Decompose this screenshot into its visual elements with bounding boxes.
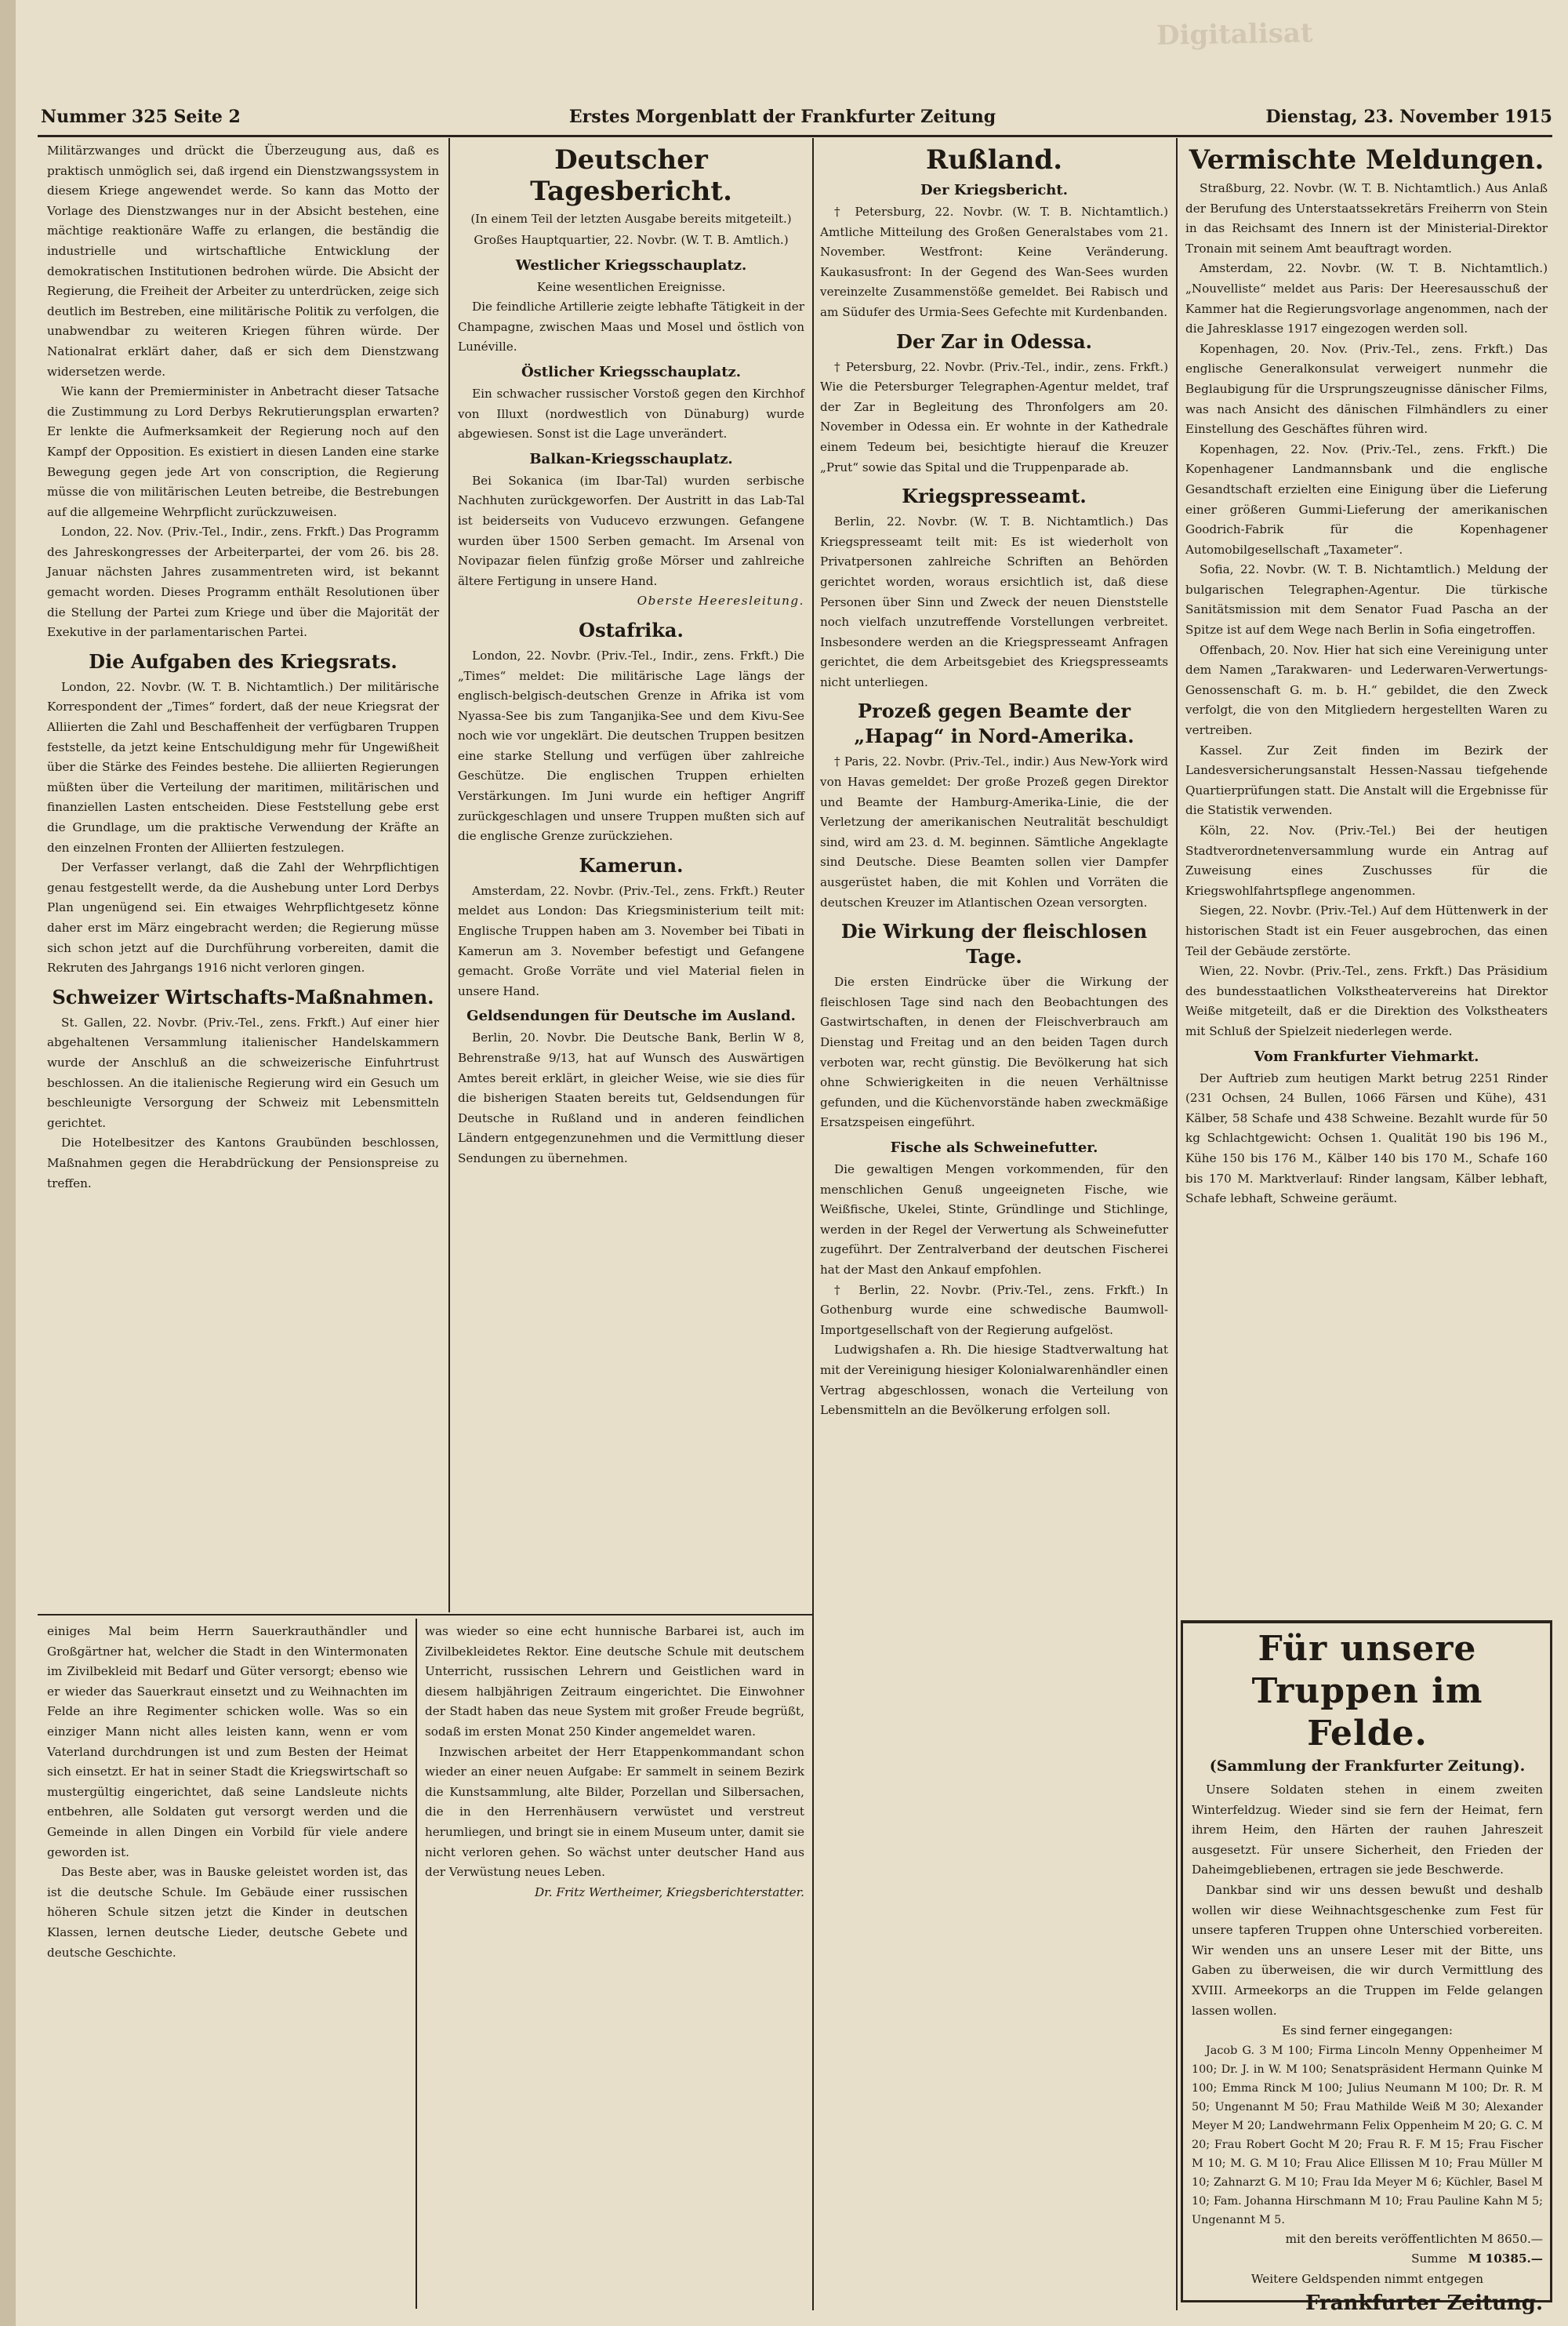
article-paragraph: Amsterdam, 22. Novbr. (W. T. B. Nichtamtlich.) „Nouvelliste“ meldet aus Paris: Der Heeresausschuß der Kammer hat die Regierungsvorlage angenommen, nach der die Jahresklasse 1917 eingezogen werden soll. [1185, 261, 1548, 336]
article-paragraph: Die ersten Eindrücke über die Wirkung der fleischlosen Tage sind nach den Beobachtungen des Gastwirtschaften, in denen der Fleischverbrauch am Dienstag und Freitag und an den beiden Tagen durch verboten war, recht günstig. Die Bevölkerung hat sich ohne Schwierigkeiten in die neuen Verhältnisse gefunden, und die Küchenvorstände haben zweckmäßige Ersatzspeisen eingeführt. [820, 975, 1168, 1130]
masthead-rule [38, 135, 1552, 137]
column-2 [458, 141, 804, 1608]
article-paragraph: London, 22. Novbr. (Priv.-Tel., Indir., zens. Frkft.) Die „Times“ meldet: Die militärische Lage längs der englisch-belgisch-deutschen Grenze in Afrika ist vom Nyassa-See bis zum Tanganjika-See und dem Kivu-See noch wie vor ungeklärt. Die deutschen Truppen besitzen eine starke Stellung und verfügen über zahlreiche Geschütze. Die englischen Truppen erhielten Verstärkungen. Im Juni wurde ein heftiger Angriff zurückgeschlagen und unsere Truppen mußten sich auf die englische Grenze zurückziehen. [458, 648, 804, 844]
box-top-rule [1181, 1620, 1552, 1623]
article-paragraph: Siegen, 22. Novbr. (Priv.-Tel.) Auf dem Hüttenwerk in der historischen Stadt ist ein Feuer ausgebrochen, das einen Teil der Gebäude zerstörte. [1185, 903, 1548, 958]
article-paragraph: Amsterdam, 22. Novbr. (Priv.-Tel., zens. Frkft.) Reuter meldet aus London: Das Kriegsministerium teilt mit: Englische Truppen haben am 3. November bei Tibati in Kamerun am 3. November befestigt und Gefangene gemacht. Große Vorräte und viel Material fielen in unsere Hand. [458, 883, 804, 998]
bottom-left-article [47, 1622, 408, 2304]
article-paragraph: Kopenhagen, 22. Nov. (Priv.-Tel., zens. Frkft.) Die Kopenhagener Landmannsbank und die englische Gesandtschaft erzielten eine Einigung über die Lieferung einer größeren Gummi-Lieferung der amerikanischen Goodrich-Fabrik für die Kopenhagener Automobilgesellschaft „Taxameter“. [1185, 442, 1548, 557]
article-paragraph: Straßburg, 22. Novbr. (W. T. B. Nichtamtlich.) Aus Anlaß der Berufung des Unterstaatssekretärs Freiherrn von Stein in das Reichsamt des Innern ist der Ministerial-Direktor Tronain mit seinem Amt beauftragt worden. [1185, 181, 1548, 256]
watermark: Digitalisat [1156, 17, 1313, 52]
dateline: Großes Hauptquartier, 22. Novbr. (W. T. B. Amtlich.) [474, 233, 789, 247]
article-paragraph: Die gewaltigen Mengen vorkommenden, für den menschlichen Genuß ungeeigneten Fische, wie Weißfische, Ukelei, Stinte, Gründlinge und Stichlinge, werden in der Regel der Verwertung als Schweinefutter zugeführt. Der Zentralverband der deutschen Fischerei hat der Mast den Ankauf empfohlen. [820, 1161, 1168, 1277]
column-1 [47, 141, 439, 1608]
article-paragraph: Berlin, 22. Novbr. (W. T. B. Nichtamtlich.) Das Kriegspresseamt teilt mit: Es ist wiederholt von Privatpersonen zahlreiche Schriften an Behörden gerichtet worden, woraus ersichtlich ist, daß diese Personen über Sinn und Zweck der neuen Dienststelle noch vielfach unzutreffende Vorstellungen verbreitet. Insbesondere werden an die Kriegspresseamt Anfragen gerichtet, die dem Arbeitsgebiet des Kriegspresseamts nicht unterliegen. [820, 514, 1168, 689]
headline-zar: Der Zar in Odessa. [896, 329, 1092, 353]
article-paragraph: Offenbach, 20. Nov. Hier hat sich eine Vereinigung unter dem Namen „Tarakwaren- und Lederwaren-Verwertungs-Genossenschaft G. m. b. H.“ gebildet, die den Zweck verfolgt, die von den Mitgliedern hergestellten Waren zu vertreiben. [1185, 642, 1548, 738]
box-title: Für unsere Truppen im Felde. [1251, 1629, 1483, 1754]
subheadline: (In einem Teil der letzten Ausgabe bereits mitgeteilt.) [470, 212, 792, 226]
article-paragraph: Sofia, 22. Novbr. (W. T. B. Nichtamtlich.) Meldung der bulgarischen Telegraphen-Agentur. Die türkische Sanitätsmission mit dem Senator Fuad Pascha an der Spitze ist auf dem Wege nach Berlin in Sofia eingetroffen. [1185, 562, 1548, 638]
headline-tagesbericht: Deutscher Tagesbericht. [530, 144, 732, 207]
box-subtitle: (Sammlung der Frankfurter Zeitung). [1209, 1757, 1526, 1775]
headline-viehmarkt: Vom Frankfurter Viehmarkt. [1254, 1048, 1479, 1065]
article-paragraph: Köln, 22. Nov. (Priv.-Tel.) Bei der heutigen Stadtverordnetenversammlung wurde ein Antrag auf Zuweisung eines Zuschusses für die Kriegswohlfahrtspflege angenommen. [1185, 823, 1548, 898]
signature: Oberste Heeresleitung. [637, 594, 804, 609]
article-paragraph: Bei Sokanica (im Ibar-Tal) wurden serbische Nachhuten zurückgeworfen. Der Austritt in das Lab-Tal ist beiderseits von Vuducevo erzwungen. Gefangene wurden über 1500 Serben gemacht. Im Arsenal von Novipazar fielen fünfzig große Mörser und zahlreiche ältere Fertigung in unsere Hand. [458, 473, 804, 588]
headline-fleischlose-tage: Die Wirkung der fleischlosen Tage. [840, 920, 1148, 969]
total-value: M 10385.— [1468, 2251, 1543, 2266]
article-paragraph: was wieder so eine echt hunnische Barbarei ist, auch im Zivilbekleidetes Rektor. Eine deutsche Schule mit deutschem Unterricht, russischen Lehrern und Geistlichen ward in diesem halbjährigen Zeitraum eingerichtet. Die Einwohner der Stadt haben das neue System mit großer Freude begrüßt, sodaß im ersten Monat 250 Kinder angemeldet waren. [425, 1624, 804, 1739]
box-right-rule [1550, 1620, 1552, 2302]
box-left-rule [1181, 1620, 1183, 2302]
article-paragraph: † Berlin, 22. Novbr. (Priv.-Tel., zens. Frkft.) In Gothenburg wurde eine schwedische Baumwoll-Importgesellschaft von der Regierung aufgelöst. [820, 1282, 1168, 1337]
column-divider-2 [812, 138, 814, 2310]
headline-kamerun: Kamerun. [579, 853, 684, 877]
article-paragraph: London, 22. Nov. (Priv.-Tel., Indir., zens. Frkft.) Das Programm des Jahreskongresses der Arbeiterpartei, der vom 26. bis 28. Januar nächsten Jahres zusammentreten wird, ist bekannt gemacht worden. Dieses Programm enthält Resolutionen über die Stellung der Partei zum Kriege und über die Majorität der Exekutive in der parlamentarischen Partei. [47, 525, 439, 640]
article-paragraph: Ludwigshafen a. Rh. Die hiesige Stadtverwaltung hat mit der Vereinigung hiesiger Kolonialwarenhändler einen Vertrag abgeschlossen, wonach die Verteilung von Lebensmitteln an die Bevölkerung erfolgen soll. [820, 1343, 1168, 1418]
article-paragraph: Der Auftrieb zum heutigen Markt betrug 2251 Rinder (231 Ochsen, 24 Bullen, 1066 Färsen und Kühe), 431 Kälber, 58 Schafe und 438 Schweine. Bezahlt wurde für 50 kg Schlachtgewicht: Ochsen 1. Qualität 190 bis 196 M., Kühe 150 bis 176 M., Kälber 140 bis 170 M., Schafe 160 bis 170 M. Marktverlauf: Rinder langsam, Kälber lebhaft, Schafe lebhaft, Schweine geräumt. [1185, 1070, 1548, 1206]
bottom-column-divider [416, 1619, 417, 2309]
article-signature: Dr. Fritz Wertheimer, Kriegsberichterstatter. [535, 1884, 804, 1899]
article-paragraph: Wie kann der Premierminister in Anbetracht dieser Tatsache die Zustimmung zu Lord Derbys Rekrutierungsplan erwarten? Er lenkte die Aufmerksamkeit der Regierung noch auf den Kampf der Opposition. Es existiert in diesen Landen eine starke Bewegung gegen jede Art von conscription, die Regierung müsse die von militärischen Leuten betreibe, die Bestrebungen auf die allgemeine Wehrpflicht zurückzuweisen. [47, 384, 439, 519]
donation-list: Jacob G. 3 M 100; Firma Lincoln Menny Oppenheimer M 100; Dr. J. in W. M 100; Senatspräsident Hermann Quinke M 100; Emma Rinck M 100; Julius Neumann M 100; Dr. R. M 50; Ungenannt M 50; Frau Mathilde Weiß M 30; Alexander Meyer M 20; Landwehrmann Felix Oppenheim M 20; G. C. M 20; Frau Robert Gocht M 20; Frau R. F. M 15; Frau Fischer M 10; M. G. M 10; Frau Alice Ellissen M 10; Frau Müller M 10; Zahnarzt G. M 10; Frau Ida Meyer M 6; Küchler, Basel M 10; Fam. Johanna Hirschmann M 10; Frau Pauline Kahn M 5; Ungenannt M 5. [1192, 2044, 1543, 2226]
article-paragraph: Die feindliche Artillerie zeigte lebhafte Tätigkeit in der Champagne, zwischen Maas und Mosel und östlich von Lunéville. [458, 300, 804, 354]
article-paragraph: Militärzwanges und drückt die Überzeugung aus, daß es praktisch unmöglich sei, daß irgend ein Dienstzwangssystem in diesem Kriege angewendet werde. So kann das Motto der Vorlage des Dienstzwanges nur in der Absicht bestehen, eine mächtige reaktionäre Waffe zu erlangen, die beständig die industrielle und wirtschaftliche Entwicklung der demokratischen Institutionen bedrohen würde. Die Absicht der Regierung, die Freiheit der Arbeiter zu unterdrücken, zeige sich deutlich im Bestreben, eine militärische Politik zu verfolgen, die unabwendbar zu weiteren Kriegen führen würde. Der Nationalrat erklärt daher, daß er sich dem Dienstzwang widersetzen werde. [47, 144, 439, 379]
headline-kriegsbericht: Der Kriegsbericht. [920, 182, 1068, 198]
headline-balkan: Balkan-Kriegsschauplatz. [529, 450, 733, 467]
column-divider-3 [1176, 138, 1178, 2310]
headline-schweiz: Schweizer Wirtschafts-Maßnahmen. [52, 985, 434, 1009]
headline-russland: Rußland. [925, 144, 1063, 176]
article-paragraph: Inzwischen arbeitet der Herr Etappenkommandant schon wieder an einer neuen Aufgabe: Er sammelt in seinem Bezirk die Kunstsammlung, alte Bilder, Porzellan und Silbersachen, die in den Herrenhäusern verwüstet und verstreut herumliegen, und bringt sie in einem Museum unter, damit sie nicht verloren gehen. So wächst unter deutscher Hand aus der Verwüstung neues Leben. [425, 1744, 804, 1880]
donation-box [1192, 1628, 1543, 2315]
article-paragraph: † Petersburg, 22. Novbr. (W. T. B. Nichtamtlich.) Amtliche Mitteilung des Großen Generalstabes vom 21. November. Westfront: Keine Veränderung. Kaukasusfront: In der Gegend des Wan-Sees wurden vereinzelte Zusammenstöße gemeldet. Bei Rabisch und am Südufer des Urmia-Sees Gefechte mit Kurdenbanden. [820, 205, 1168, 319]
box-paragraph: Dankbar sind wir uns dessen bewußt und deshalb wollen wir diese Weihnachtsgeschenke zum Fest für unsere tapferen Truppen ohne Unterschied vorbereiten. Wir wenden uns an unsere Leser mit der Bitte, uns Gaben zu überweisen, die wir durch Vermittlung des XVIII. Armeekorps an die Truppen im Felde gelangen lassen wollen. [1192, 1882, 1543, 2018]
bottom-middle-article [425, 1622, 804, 2304]
page-binding-edge [0, 0, 16, 2326]
article-paragraph: Der Verfasser verlangt, daß die Zahl der Wehrpflichtigen genau festgestellt werde, da die Aushebung unter Lord Derbys Plan ungenügend sei. Ein etwaiges Wehrpflichtgesetz könne daher erst im März eingebracht werden; die Regierung müsse sich schon jetzt auf die Durchführung vorbereiten, damit die Rekruten des Jahrgangs 1916 nicht verloren gingen. [47, 860, 439, 976]
article-paragraph: Kopenhagen, 20. Nov. (Priv.-Tel., zens. Frkft.) Das englische Generalkonsulat verweigert nunmehr die Beglaubigung für die Ursprungszeugnisse dänischer Films, was nach Ansicht des dänischen Filmhändlers zu einer Einstellung des Geschäftes führen wird. [1185, 341, 1548, 437]
article-paragraph: St. Gallen, 22. Novbr. (Priv.-Tel., zens. Frkft.) Auf einer hier abgehaltenen Versammlung italienischer Handelskammern wurde der Anschluß an die schweizerische Einfuhrtrust beschlossen. An die italienische Regierung wird ein Gesuch um beschleunigte Versorgung der Schweiz mit Lebensmitteln gerichtet. [47, 1015, 439, 1130]
article-paragraph: Das Beste aber, was in Bauske geleistet worden ist, das ist die deutsche Schule. Im Gebäude einer russischen höheren Schule sitzen jetzt die Kinder in deutschen Klassen, lernen deutsche Lieder, deutsche Gebete und deutsche Geschichte. [47, 1865, 408, 1960]
column-4 [1185, 141, 1548, 1612]
headline-hapag: Prozeß gegen Beamte der „Hapag“ in Nord-Amerika. [854, 700, 1134, 748]
article-paragraph: Kassel. Zur Zeit finden im Bezirk der Landesversicherungsanstalt Hessen-Nassau tiefgehende Quartierprüfungen statt. Die Anstalt will die Ergebnisse für die Statistik verwenden. [1185, 743, 1548, 818]
article-paragraph: Ein schwacher russischer Vorstoß gegen den Kirchhof von Illuxt (nordwestlich von Dünaburg) wurde abgewiesen. Sonst ist die Lage unverändert. [458, 386, 804, 442]
headline-ost: Östlicher Kriegsschauplatz. [521, 363, 741, 380]
headline-ostafrika: Ostafrika. [579, 618, 684, 641]
total-label: Summe [1411, 2251, 1457, 2266]
headline-vermischte: Vermischte Meldungen. [1189, 144, 1544, 176]
masthead [38, 100, 1552, 132]
total-previous: mit den bereits veröffentlichten M 8650.— [1285, 2231, 1543, 2246]
article-paragraph: London, 22. Novbr. (W. T. B. Nichtamtlich.) Der militärische Korrespondent der „Times“ fordert, daß der neue Kriegsrat der Alliierten die Zahl und Beschaffenheit der verfügbaren Truppen feststelle, da jetzt keine Entschuldigung mehr für Ungewißheit über die Stärke des Feindes bestehe. Die alliierten Regierungen müßten über die Verteilung der maritimen, militärischen und finanziellen Lasten entscheiden. Diese Feststellung gebe erst die Grundlage, um die praktische Verwendung der Kräfte an den einzelnen Fronten der Alliierten festzulegen. [47, 679, 439, 855]
article-paragraph: einiges Mal beim Herrn Sauerkrauthändler und Großgärtner hat, welcher die Stadt in den Wintermonaten im Zivilbekleid mit Bedarf und Güter versorgt; ebenso wie er wieder das Sauerkraut einsetzt und zu Weihnachten im Felde an ihre Regimenter schicken wolle. Was so ein einziger Mann nicht alles leisten kann, wenn er vom Vaterland durchdrungen ist und zum Besten der Heimat sich einsetzt. Er hat in seiner Stadt die Kriegswirtschaft so mustergültig eingerichtet, daß seine Landsleute nichts entbehren, alle Soldaten gut versorgt werden und die Gemeinde in allen Dingen ein Vorbild für viele andere geworden ist. [47, 1624, 408, 1859]
headline-fische: Fische als Schweinefutter. [890, 1139, 1098, 1156]
donation-list-heading: Es sind ferner eingegangen: [1282, 2023, 1453, 2038]
article-paragraph: Keine wesentlichen Ereignisse. [536, 279, 726, 294]
article-paragraph: † Paris, 22. Novbr. (Priv.-Tel., indir.) Aus New-York wird von Havas gemeldet: Der große Prozeß gegen Direktor und Beamte der Hamburg-Amerika-Linie, die der Verletzung der amerikanischen Neutralität beschuldigt sind, wird am 23. d. M. beginnen. Sämtliche Angeklagte sind Deutsche. Diese Beamten sollen vier Dampfer ausgerüstet haben, die mit Kohlen und Vorräten die deutschen Kreuzer im Atlantischen Ozean versorgten. [820, 754, 1168, 910]
issue-number: Nummer 325 Seite 2 [41, 107, 241, 127]
headline-geldsendungen: Geldsendungen für Deutsche im Ausland. [466, 1008, 796, 1025]
headline-kriegspresseamt: Kriegspresseamt. [902, 485, 1087, 508]
column-3 [820, 141, 1168, 2306]
more-donations-note: Weitere Geldspenden nimmt entgegen [1250, 2271, 1484, 2286]
column-divider-1 [448, 138, 450, 1612]
issue-date: Dienstag, 23. November 1915 [1265, 107, 1552, 127]
article-paragraph: † Petersburg, 22. Novbr. (Priv.-Tel., indir., zens. Frkft.) Wie die Petersburger Telegraphen-Agentur meldet, traf der Zar in Begleitung des Thronfolgers am 20. November in Odessa ein. Er wohnte in der Kathedrale einem Tedeum bei, besichtigte hierauf die Kreuzer „Prut“ sowie das Spital und die Truppenparade ab. [820, 359, 1168, 474]
headline-west: Westlicher Kriegsschauplatz. [515, 256, 747, 274]
article-paragraph: Die Hotelbesitzer des Kantons Graubünden beschlossen, Maßnahmen gegen die Herabdrückung der Pensionspreise zu treffen. [47, 1136, 439, 1190]
newspaper-title: Erstes Morgenblatt der Frankfurter Zeitung [568, 107, 996, 127]
total-line [1192, 2249, 1543, 2270]
headline-kriegsrat: Die Aufgaben des Kriegsrats. [89, 649, 397, 673]
box-signature: Frankfurter Zeitung. [1305, 2291, 1543, 2315]
article-paragraph: Wien, 22. Novbr. (Priv.-Tel., zens. Frkft.) Das Präsidium des bundesstaatlichen Volkstheatervereins hat Direktor Weiße mitgeteilt, daß er die Direktion des Volkstheaters mit Schluß der Spielzeit niederlegen werde. [1185, 964, 1548, 1038]
article-paragraph: Berlin, 20. Novbr. Die Deutsche Bank, Berlin W 8, Behrenstraße 9/13, hat auf Wunsch des Auswärtigen Amtes bereit erklärt, in gleicher Weise, wie sie dies für die bisherigen Staaten bereits tut, Geldsendungen für Deutsche in Rußland und in anderen feindlichen Ländern entgegenzunehmen und die Vermittlung dieser Sendungen zu übernehmen. [458, 1030, 804, 1165]
box-paragraph: Unsere Soldaten stehen in einem zweiten Winterfeldzug. Wieder sind sie fern der Heimat, fern ihrem Heim, den Härten der rauhen Jahreszeit ausgesetzt. Für unsere Sicherheit, den Frieden der Daheimgebliebenen, ertragen sie jede Beschwerde. [1192, 1783, 1543, 1877]
horizontal-divider [38, 1614, 812, 1615]
